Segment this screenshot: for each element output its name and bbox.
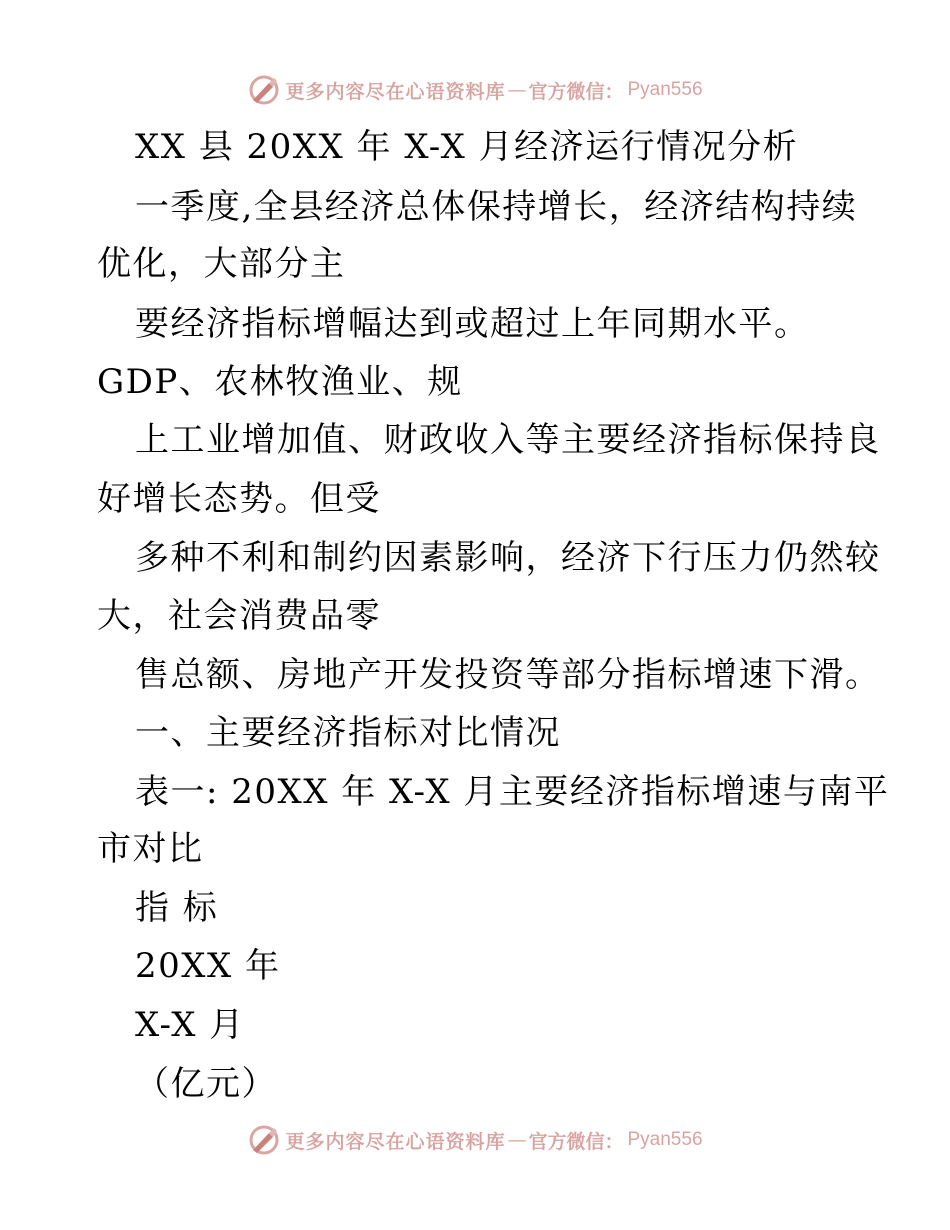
banner-official-label: 官方微信：	[528, 80, 624, 103]
footer-watermark-banner	[0, 1120, 950, 1160]
table-header-cell: （亿元）	[135, 1064, 277, 1104]
banner-text: 更多内容尽在心语资料库	[285, 80, 506, 103]
document-title: XX 县 20XX 年 X-X 月经济运行情况分析	[135, 127, 799, 167]
paragraph-line: 多种不利和制约因素影响，经济下行压力仍然较	[135, 538, 881, 578]
header-watermark-banner	[0, 70, 950, 110]
banner-separator: —	[507, 79, 527, 101]
banner-separator: —	[507, 1129, 527, 1151]
paragraph-line: 要经济指标增幅达到或超过上年同期水平。	[135, 304, 810, 344]
paragraph-line: 好增长态势。但受	[97, 479, 381, 519]
paragraph-line: 优化，大部分主	[97, 244, 346, 284]
paragraph-line: 一季度,全县经济总体保持增长，经济结构持续	[135, 187, 858, 227]
paragraph-line: 售总额、房地产开发投资等部分指标增速下滑。	[135, 655, 881, 695]
banner-wechat-id: Pyan556	[627, 1129, 703, 1150]
table-caption: 市对比	[97, 829, 204, 869]
table-header-cell: 指 标	[135, 888, 219, 928]
table-header-cell: 20XX 年	[135, 946, 281, 986]
table-caption: 表一: 20XX 年 X-X 月主要经济指标增速与南平	[135, 772, 890, 812]
banner-wechat-id: Pyan556	[627, 79, 703, 100]
paragraph-line: GDP、农林牧渔业、规	[97, 362, 463, 402]
table-header-cell: X-X 月	[135, 1005, 245, 1045]
banner-text: 更多内容尽在心语资料库	[285, 1130, 506, 1153]
banner-official-label: 官方微信：	[528, 1130, 624, 1153]
pen-logo-icon	[247, 73, 281, 107]
pen-logo-icon	[247, 1123, 281, 1157]
section-heading: 一、主要经济指标对比情况	[135, 713, 561, 753]
paragraph-line: 上工业增加值、财政收入等主要经济指标保持良	[135, 420, 881, 460]
paragraph-line: 大，社会消费品零	[97, 596, 381, 636]
